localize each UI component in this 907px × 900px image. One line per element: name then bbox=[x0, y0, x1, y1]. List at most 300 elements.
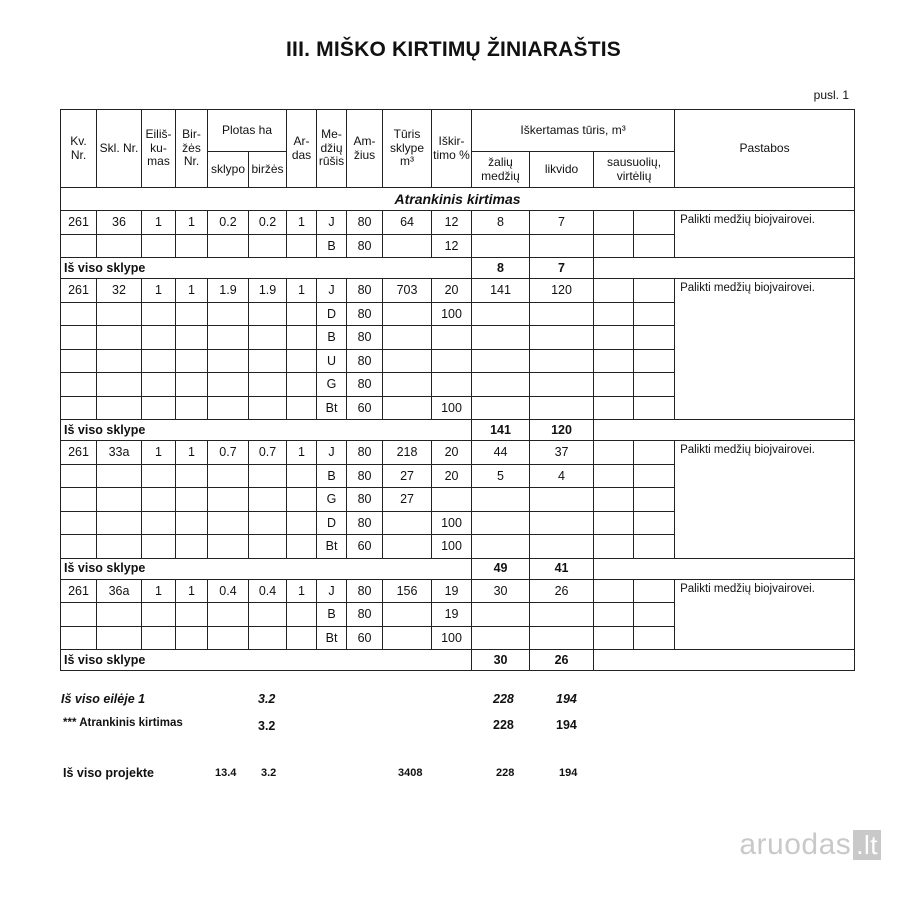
subtotal-empty bbox=[594, 258, 855, 279]
subtotal-zaliu: 8 bbox=[472, 258, 530, 279]
cell-rusis: J bbox=[317, 441, 347, 465]
cell-sausuoliu-b bbox=[634, 234, 675, 258]
cell-iskirtimo: 100 bbox=[432, 535, 472, 559]
cell-kv: 261 bbox=[61, 579, 97, 603]
cell-eiliskumas: 1 bbox=[142, 441, 176, 465]
cell-amzius: 80 bbox=[347, 279, 383, 303]
cell-turis bbox=[383, 535, 432, 559]
cell-rusis: Bt bbox=[317, 535, 347, 559]
cell-amzius: 80 bbox=[347, 579, 383, 603]
cell-sausuoliu-b bbox=[634, 603, 675, 627]
cell-amzius: 80 bbox=[347, 373, 383, 397]
cell-eiliskumas: 1 bbox=[142, 211, 176, 235]
cell-turis bbox=[383, 234, 432, 258]
cell-likvido bbox=[530, 535, 594, 559]
cell-ardas bbox=[287, 349, 317, 373]
cell-likvido: 37 bbox=[530, 441, 594, 465]
cell-birzes-nr bbox=[176, 396, 208, 420]
cell-amzius: 80 bbox=[347, 441, 383, 465]
cell-sausuoliu-b bbox=[634, 326, 675, 350]
cell-amzius: 80 bbox=[347, 302, 383, 326]
subtotal-likvido: 26 bbox=[530, 650, 594, 671]
cell-sklypo bbox=[208, 349, 249, 373]
subtotal-label: Iš viso sklype bbox=[61, 420, 472, 441]
cell-ardas: 1 bbox=[287, 211, 317, 235]
total-projekte-likvido: 194 bbox=[559, 767, 578, 779]
cell-rusis: J bbox=[317, 579, 347, 603]
cell-likvido bbox=[530, 626, 594, 650]
cell-sausuoliu-a bbox=[594, 535, 634, 559]
cell-sklypo bbox=[208, 396, 249, 420]
subtotal-label: Iš viso sklype bbox=[61, 258, 472, 279]
cell-ardas bbox=[287, 234, 317, 258]
cell-eiliskumas bbox=[142, 234, 176, 258]
cell-eiliskumas bbox=[142, 326, 176, 350]
cell-skl bbox=[97, 488, 142, 512]
cell-rusis: B bbox=[317, 326, 347, 350]
subtotal-likvido: 7 bbox=[530, 258, 594, 279]
total-eileje-likvido: 194 bbox=[556, 692, 577, 706]
cell-zaliu bbox=[472, 603, 530, 627]
cell-sausuoliu-b bbox=[634, 579, 675, 603]
header-sausuoliu: sausuolių, virtėlių bbox=[594, 152, 675, 188]
cell-turis bbox=[383, 373, 432, 397]
cell-likvido bbox=[530, 349, 594, 373]
subtotal-likvido: 120 bbox=[530, 420, 594, 441]
cell-skl bbox=[97, 626, 142, 650]
cell-sausuoliu-a bbox=[594, 441, 634, 465]
cell-eiliskumas bbox=[142, 302, 176, 326]
header-eiliskumas: Eiliš-ku-mas bbox=[142, 110, 176, 188]
total-atrankinis-zaliu: 228 bbox=[493, 718, 514, 732]
subtotal-zaliu: 49 bbox=[472, 558, 530, 579]
cell-birzes bbox=[249, 626, 287, 650]
cell-ardas bbox=[287, 464, 317, 488]
cell-rusis: B bbox=[317, 603, 347, 627]
cell-turis: 156 bbox=[383, 579, 432, 603]
cell-sausuoliu-b bbox=[634, 488, 675, 512]
cell-sausuoliu-a bbox=[594, 396, 634, 420]
cell-zaliu bbox=[472, 302, 530, 326]
cell-amzius: 80 bbox=[347, 464, 383, 488]
cell-sklypo bbox=[208, 535, 249, 559]
cell-amzius: 80 bbox=[347, 488, 383, 512]
cell-kv: 261 bbox=[61, 441, 97, 465]
cell-iskirtimo: 100 bbox=[432, 302, 472, 326]
cell-ardas bbox=[287, 626, 317, 650]
cell-rusis: B bbox=[317, 234, 347, 258]
cell-iskirtimo bbox=[432, 349, 472, 373]
cell-sausuoliu-a bbox=[594, 349, 634, 373]
header-zaliu: žalių medžių bbox=[472, 152, 530, 188]
header-birzes-nr: Bir-žės Nr. bbox=[176, 110, 208, 188]
cell-turis bbox=[383, 396, 432, 420]
cell-sausuoliu-a bbox=[594, 279, 634, 303]
cell-turis: 27 bbox=[383, 464, 432, 488]
cell-sausuoliu-a bbox=[594, 511, 634, 535]
cell-skl bbox=[97, 349, 142, 373]
cell-rusis: Bt bbox=[317, 626, 347, 650]
cell-eiliskumas bbox=[142, 603, 176, 627]
cell-zaliu: 5 bbox=[472, 464, 530, 488]
cell-sklypo: 1.9 bbox=[208, 279, 249, 303]
cell-likvido bbox=[530, 373, 594, 397]
total-projekte-birzes: 3.2 bbox=[261, 767, 277, 779]
subtotal-empty bbox=[594, 420, 855, 441]
cell-birzes-nr: 1 bbox=[176, 579, 208, 603]
cell-turis bbox=[383, 349, 432, 373]
cell-kv bbox=[61, 326, 97, 350]
cell-birzes: 0.4 bbox=[249, 579, 287, 603]
cell-zaliu: 141 bbox=[472, 279, 530, 303]
header-sklypo: sklypo bbox=[208, 152, 249, 188]
cell-zaliu bbox=[472, 626, 530, 650]
cell-iskirtimo: 20 bbox=[432, 441, 472, 465]
cell-turis bbox=[383, 603, 432, 627]
cell-birzes-nr: 1 bbox=[176, 441, 208, 465]
cell-ardas: 1 bbox=[287, 579, 317, 603]
cell-zaliu bbox=[472, 535, 530, 559]
subtotal-row bbox=[61, 558, 855, 579]
cell-sausuoliu-b bbox=[634, 441, 675, 465]
cell-kv bbox=[61, 396, 97, 420]
cell-ardas bbox=[287, 603, 317, 627]
cell-sausuoliu-a bbox=[594, 302, 634, 326]
cell-sklypo bbox=[208, 326, 249, 350]
cell-zaliu: 8 bbox=[472, 211, 530, 235]
total-projekte-label: Iš viso projekte bbox=[63, 766, 155, 780]
cell-iskirtimo bbox=[432, 373, 472, 397]
cell-amzius: 80 bbox=[347, 511, 383, 535]
cell-birzes: 0.7 bbox=[249, 441, 287, 465]
cell-eiliskumas bbox=[142, 535, 176, 559]
cell-kv bbox=[61, 626, 97, 650]
cell-sklypo bbox=[208, 373, 249, 397]
cell-birzes-nr bbox=[176, 603, 208, 627]
cell-iskirtimo: 20 bbox=[432, 279, 472, 303]
cell-turis: 64 bbox=[383, 211, 432, 235]
cell-likvido bbox=[530, 396, 594, 420]
cell-sausuoliu-a bbox=[594, 373, 634, 397]
cell-kv bbox=[61, 511, 97, 535]
cell-sausuoliu-b bbox=[634, 349, 675, 373]
cell-likvido: 26 bbox=[530, 579, 594, 603]
cell-iskirtimo: 20 bbox=[432, 464, 472, 488]
cell-rusis: D bbox=[317, 511, 347, 535]
cell-sklypo bbox=[208, 488, 249, 512]
cell-sausuoliu-b bbox=[634, 511, 675, 535]
cell-rusis: J bbox=[317, 279, 347, 303]
cell-birzes bbox=[249, 535, 287, 559]
cell-sklypo bbox=[208, 234, 249, 258]
cell-skl: 36a bbox=[97, 579, 142, 603]
header-kv: Kv. Nr. bbox=[61, 110, 97, 188]
cell-skl: 32 bbox=[97, 279, 142, 303]
watermark-text: aruodas bbox=[739, 828, 852, 861]
cell-rusis: Bt bbox=[317, 396, 347, 420]
cell-skl bbox=[97, 373, 142, 397]
cell-sausuoliu-a bbox=[594, 211, 634, 235]
cell-likvido bbox=[530, 603, 594, 627]
subtotal-row bbox=[61, 258, 855, 279]
cell-likvido: 7 bbox=[530, 211, 594, 235]
cell-iskirtimo: 100 bbox=[432, 396, 472, 420]
cell-sausuoliu-b bbox=[634, 373, 675, 397]
header-iskirtimo: Iškir-timo % bbox=[432, 110, 472, 188]
cell-turis: 27 bbox=[383, 488, 432, 512]
cell-rusis: B bbox=[317, 464, 347, 488]
total-eileje-birzes: 3.2 bbox=[258, 692, 276, 706]
total-atrankinis-likvido: 194 bbox=[556, 718, 577, 732]
cell-ardas bbox=[287, 396, 317, 420]
subtotal-row bbox=[61, 420, 855, 441]
cell-skl bbox=[97, 302, 142, 326]
cell-eiliskumas bbox=[142, 488, 176, 512]
cell-birzes bbox=[249, 234, 287, 258]
watermark-logo bbox=[739, 828, 881, 862]
header-turis: Tūris sklype m³ bbox=[383, 110, 432, 188]
cell-eiliskumas bbox=[142, 373, 176, 397]
cell-sklypo: 0.4 bbox=[208, 579, 249, 603]
subtotal-zaliu: 30 bbox=[472, 650, 530, 671]
cell-kv bbox=[61, 302, 97, 326]
cell-birzes bbox=[249, 603, 287, 627]
cell-zaliu: 44 bbox=[472, 441, 530, 465]
cell-skl bbox=[97, 603, 142, 627]
cell-pastabos: Palikti medžių biojvairovei. bbox=[675, 579, 855, 650]
cell-rusis: G bbox=[317, 373, 347, 397]
cell-iskirtimo: 100 bbox=[432, 511, 472, 535]
cell-sausuoliu-a bbox=[594, 464, 634, 488]
subtotal-empty bbox=[594, 650, 855, 671]
cell-ardas bbox=[287, 511, 317, 535]
table-row bbox=[61, 279, 855, 303]
cell-skl bbox=[97, 535, 142, 559]
cell-amzius: 60 bbox=[347, 396, 383, 420]
subtotal-likvido: 41 bbox=[530, 558, 594, 579]
cell-amzius: 80 bbox=[347, 326, 383, 350]
cell-birzes-nr bbox=[176, 535, 208, 559]
cell-likvido: 4 bbox=[530, 464, 594, 488]
header-likvido: likvido bbox=[530, 152, 594, 188]
cell-sausuoliu-b bbox=[634, 626, 675, 650]
cell-ardas bbox=[287, 488, 317, 512]
cell-amzius: 60 bbox=[347, 535, 383, 559]
cell-birzes bbox=[249, 349, 287, 373]
cell-likvido bbox=[530, 302, 594, 326]
cell-sausuoliu-a bbox=[594, 234, 634, 258]
cell-iskirtimo: 12 bbox=[432, 211, 472, 235]
cell-likvido bbox=[530, 234, 594, 258]
cell-sklypo: 0.2 bbox=[208, 211, 249, 235]
subtotal-row bbox=[61, 650, 855, 671]
cell-likvido bbox=[530, 326, 594, 350]
cell-amzius: 60 bbox=[347, 626, 383, 650]
cell-birzes-nr bbox=[176, 234, 208, 258]
cell-eiliskumas bbox=[142, 626, 176, 650]
cell-sklypo bbox=[208, 626, 249, 650]
cell-kv bbox=[61, 535, 97, 559]
cell-amzius: 80 bbox=[347, 349, 383, 373]
cell-sklypo: 0.7 bbox=[208, 441, 249, 465]
cell-birzes bbox=[249, 464, 287, 488]
table-row bbox=[61, 211, 855, 235]
cell-eiliskumas bbox=[142, 464, 176, 488]
cell-sausuoliu-b bbox=[634, 211, 675, 235]
cell-sausuoliu-b bbox=[634, 396, 675, 420]
subtotal-label: Iš viso sklype bbox=[61, 650, 472, 671]
cell-birzes-nr bbox=[176, 626, 208, 650]
cell-zaliu bbox=[472, 488, 530, 512]
cell-turis: 218 bbox=[383, 441, 432, 465]
cell-birzes-nr bbox=[176, 511, 208, 535]
cell-turis: 703 bbox=[383, 279, 432, 303]
cell-rusis: G bbox=[317, 488, 347, 512]
cell-sausuoliu-b bbox=[634, 464, 675, 488]
cell-kv bbox=[61, 234, 97, 258]
total-eileje-label: Iš viso eilėje 1 bbox=[61, 692, 146, 706]
header-skl: Skl. Nr. bbox=[97, 110, 142, 188]
total-atrankinis-label: *** Atrankinis kirtimas bbox=[63, 717, 183, 729]
subtotal-empty bbox=[594, 558, 855, 579]
cell-skl bbox=[97, 234, 142, 258]
cell-iskirtimo: 19 bbox=[432, 603, 472, 627]
cell-ardas bbox=[287, 535, 317, 559]
total-atrankinis-birzes: 3.2 bbox=[258, 719, 276, 733]
header-iskertamas-turis: Iškertamas tūris, m³ bbox=[472, 110, 675, 152]
cell-iskirtimo bbox=[432, 326, 472, 350]
cell-kv bbox=[61, 488, 97, 512]
cell-sausuoliu-b bbox=[634, 279, 675, 303]
cell-kv bbox=[61, 603, 97, 627]
cell-likvido: 120 bbox=[530, 279, 594, 303]
cell-zaliu bbox=[472, 234, 530, 258]
total-eileje-zaliu: 228 bbox=[493, 692, 514, 706]
cell-zaliu bbox=[472, 349, 530, 373]
cell-eiliskumas bbox=[142, 349, 176, 373]
watermark-suffix: .lt bbox=[853, 830, 881, 860]
header-plotas: Plotas ha bbox=[208, 110, 287, 152]
document-title: III. MIŠKO KIRTIMŲ ŽINIARAŠTIS bbox=[286, 38, 621, 61]
cell-birzes bbox=[249, 302, 287, 326]
cell-skl bbox=[97, 396, 142, 420]
cell-iskirtimo bbox=[432, 488, 472, 512]
cell-likvido bbox=[530, 488, 594, 512]
cell-rusis: D bbox=[317, 302, 347, 326]
cell-turis bbox=[383, 302, 432, 326]
cell-eiliskumas bbox=[142, 511, 176, 535]
cell-birzes bbox=[249, 326, 287, 350]
cell-kv bbox=[61, 349, 97, 373]
cell-ardas bbox=[287, 373, 317, 397]
cell-eiliskumas bbox=[142, 396, 176, 420]
cell-skl bbox=[97, 511, 142, 535]
table-row bbox=[61, 579, 855, 603]
header-pastabos: Pastabos bbox=[675, 110, 855, 188]
header-ardas: Ar-das bbox=[287, 110, 317, 188]
cell-birzes-nr bbox=[176, 349, 208, 373]
cell-birzes-nr bbox=[176, 464, 208, 488]
cell-eiliskumas: 1 bbox=[142, 579, 176, 603]
cell-turis bbox=[383, 626, 432, 650]
cutting-table bbox=[60, 109, 855, 671]
total-projekte-turis: 3408 bbox=[398, 767, 423, 779]
cell-turis bbox=[383, 326, 432, 350]
cell-sklypo bbox=[208, 511, 249, 535]
cell-kv bbox=[61, 464, 97, 488]
cell-birzes-nr bbox=[176, 326, 208, 350]
table-row bbox=[61, 441, 855, 465]
cell-sausuoliu-a bbox=[594, 326, 634, 350]
cell-sausuoliu-b bbox=[634, 535, 675, 559]
cell-pastabos: Palikti medžių biojvairovei. bbox=[675, 279, 855, 420]
cell-birzes-nr bbox=[176, 373, 208, 397]
cell-birzes: 0.2 bbox=[249, 211, 287, 235]
header-medziu-rusis: Me-džių rūšis bbox=[317, 110, 347, 188]
cell-pastabos: Palikti medžių biojvairovei. bbox=[675, 211, 855, 258]
cell-rusis: U bbox=[317, 349, 347, 373]
cell-ardas: 1 bbox=[287, 441, 317, 465]
cell-rusis: J bbox=[317, 211, 347, 235]
cell-turis bbox=[383, 511, 432, 535]
cell-sausuoliu-b bbox=[634, 302, 675, 326]
cell-kv bbox=[61, 373, 97, 397]
cell-birzes bbox=[249, 396, 287, 420]
cell-birzes-nr: 1 bbox=[176, 279, 208, 303]
cell-amzius: 80 bbox=[347, 234, 383, 258]
cell-iskirtimo: 19 bbox=[432, 579, 472, 603]
cell-likvido bbox=[530, 511, 594, 535]
cell-zaliu: 30 bbox=[472, 579, 530, 603]
cell-sklypo bbox=[208, 464, 249, 488]
cell-zaliu bbox=[472, 326, 530, 350]
cell-sausuoliu-a bbox=[594, 626, 634, 650]
cell-birzes bbox=[249, 373, 287, 397]
cell-birzes bbox=[249, 488, 287, 512]
cell-zaliu bbox=[472, 511, 530, 535]
cell-birzes-nr: 1 bbox=[176, 211, 208, 235]
cell-amzius: 80 bbox=[347, 211, 383, 235]
header-amzius: Am-žius bbox=[347, 110, 383, 188]
cell-sklypo bbox=[208, 603, 249, 627]
cell-birzes-nr bbox=[176, 488, 208, 512]
cell-skl: 36 bbox=[97, 211, 142, 235]
subtotal-label: Iš viso sklype bbox=[61, 558, 472, 579]
cell-pastabos: Palikti medžių biojvairovei. bbox=[675, 441, 855, 559]
cell-kv: 261 bbox=[61, 211, 97, 235]
subtotal-zaliu: 141 bbox=[472, 420, 530, 441]
cell-sklypo bbox=[208, 302, 249, 326]
cell-sausuoliu-a bbox=[594, 603, 634, 627]
cell-kv: 261 bbox=[61, 279, 97, 303]
cell-zaliu bbox=[472, 396, 530, 420]
cell-ardas bbox=[287, 326, 317, 350]
cell-sausuoliu-a bbox=[594, 488, 634, 512]
cell-birzes-nr bbox=[176, 302, 208, 326]
cell-eiliskumas: 1 bbox=[142, 279, 176, 303]
cell-iskirtimo: 100 bbox=[432, 626, 472, 650]
cell-ardas bbox=[287, 302, 317, 326]
total-projekte-sklypo: 13.4 bbox=[215, 767, 237, 779]
cell-birzes: 1.9 bbox=[249, 279, 287, 303]
section-title: Atrankinis kirtimas bbox=[61, 188, 855, 211]
cell-ardas: 1 bbox=[287, 279, 317, 303]
header-birzes: biržės bbox=[249, 152, 287, 188]
page-number: pusl. 1 bbox=[813, 88, 849, 102]
cell-iskirtimo: 12 bbox=[432, 234, 472, 258]
cell-skl bbox=[97, 326, 142, 350]
total-projekte-zaliu: 228 bbox=[496, 767, 515, 779]
